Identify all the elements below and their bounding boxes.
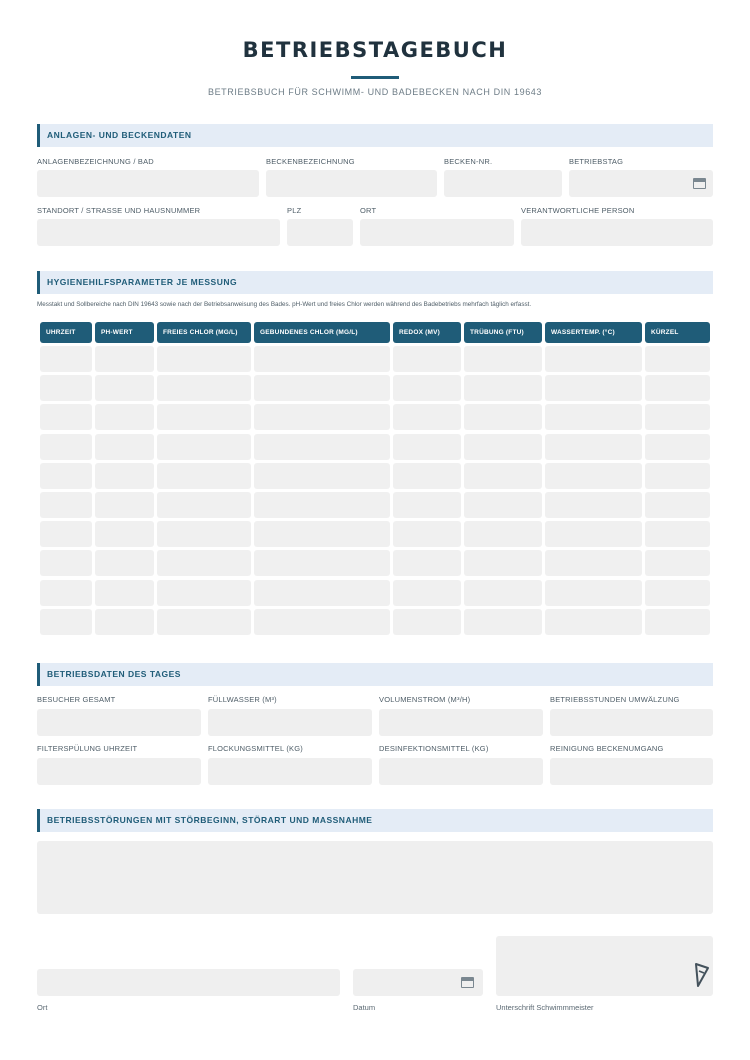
volumenstrom-field[interactable]	[379, 709, 543, 736]
label-betriebsstunden: BETRIEBSSTUNDEN UMWÄLZUNG	[550, 695, 680, 704]
cell-freies-chlor[interactable]	[157, 404, 251, 430]
flockungsmittel-field[interactable]	[208, 758, 372, 785]
cell-ph-wert[interactable]	[95, 463, 154, 489]
cell-wassertemp[interactable]	[545, 375, 642, 401]
cell-truebung[interactable]	[464, 404, 542, 430]
cell-ph-wert[interactable]	[95, 492, 154, 518]
section-note: Messtakt und Sollbereiche nach DIN 19643 sowie nach der Betriebsanweisung des Bades. pH-Wert und freies Chlor werden während des Badebetriebs mehrfach täglich erfasst.	[37, 301, 532, 308]
cell-kuerzel[interactable]	[645, 404, 710, 430]
cell-uhrzeit[interactable]	[40, 434, 92, 460]
becken-nr-field[interactable]	[444, 170, 562, 197]
label-flockungsmittel: FLOCKUNGSMITTEL (KG)	[208, 744, 303, 753]
fuellwasser-field[interactable]	[208, 709, 372, 736]
cell-ph-wert[interactable]	[95, 434, 154, 460]
cell-uhrzeit[interactable]	[40, 375, 92, 401]
cell-kuerzel[interactable]	[645, 521, 710, 547]
title-underline	[351, 76, 399, 79]
column-header-wassertemp: WASSERTEMP. (°C)	[545, 322, 642, 343]
label-fuellwasser: FÜLLWASSER (M³)	[208, 695, 277, 704]
cell-truebung[interactable]	[464, 550, 542, 576]
cell-truebung[interactable]	[464, 580, 542, 606]
cell-freies-chlor[interactable]	[157, 434, 251, 460]
cell-gebundenes-chlor[interactable]	[254, 580, 390, 606]
cell-truebung[interactable]	[464, 492, 542, 518]
cell-truebung[interactable]	[464, 609, 542, 635]
cell-truebung[interactable]	[464, 375, 542, 401]
stoerungen-textarea[interactable]	[37, 841, 713, 914]
cell-kuerzel[interactable]	[645, 434, 710, 460]
cell-redox[interactable]	[393, 550, 461, 576]
cell-ph-wert[interactable]	[95, 609, 154, 635]
desinfektionsmittel-field[interactable]	[379, 758, 543, 785]
cell-wassertemp[interactable]	[545, 434, 642, 460]
cell-redox[interactable]	[393, 375, 461, 401]
section-heading-stoerungen: BETRIEBSSTÖRUNGEN MIT STÖRBEGINN, STÖRART UND MASSNAHME	[37, 809, 713, 832]
betriebstag-date-field[interactable]	[569, 170, 713, 197]
cell-gebundenes-chlor[interactable]	[254, 346, 390, 372]
cell-uhrzeit[interactable]	[40, 550, 92, 576]
label-footer-ort: Ort	[37, 1003, 48, 1012]
label-reinigung: REINIGUNG BECKENUMGANG	[550, 744, 664, 753]
label-becken-nr: BECKEN-NR.	[444, 157, 493, 166]
besucher-gesamt-field[interactable]	[37, 709, 201, 736]
cell-kuerzel[interactable]	[645, 580, 710, 606]
cell-gebundenes-chlor[interactable]	[254, 434, 390, 460]
cell-gebundenes-chlor[interactable]	[254, 404, 390, 430]
cell-kuerzel[interactable]	[645, 375, 710, 401]
cell-uhrzeit[interactable]	[40, 463, 92, 489]
filterspuelung-field[interactable]	[37, 758, 201, 785]
column-header-uhrzeit: UHRZEIT	[40, 322, 92, 343]
calendar-icon[interactable]	[693, 178, 706, 189]
cell-redox[interactable]	[393, 463, 461, 489]
calendar-icon[interactable]	[461, 977, 474, 988]
cell-freies-chlor[interactable]	[157, 492, 251, 518]
cell-uhrzeit[interactable]	[40, 609, 92, 635]
column-header-gebundenes-chlor: GEBUNDENES CHLOR (MG/L)	[254, 322, 390, 343]
cell-uhrzeit[interactable]	[40, 404, 92, 430]
datum-field[interactable]	[353, 969, 483, 996]
cell-ph-wert[interactable]	[95, 550, 154, 576]
cell-freies-chlor[interactable]	[157, 463, 251, 489]
verantwortliche-person-field[interactable]	[521, 219, 713, 246]
cell-freies-chlor[interactable]	[157, 375, 251, 401]
cell-freies-chlor[interactable]	[157, 346, 251, 372]
label-footer-datum: Datum	[353, 1003, 376, 1012]
cell-gebundenes-chlor[interactable]	[254, 492, 390, 518]
signature-pen-icon	[690, 962, 712, 988]
cell-kuerzel[interactable]	[645, 609, 710, 635]
cell-wassertemp[interactable]	[545, 492, 642, 518]
cell-freies-chlor[interactable]	[157, 580, 251, 606]
label-ort: ORT	[360, 206, 377, 215]
cell-gebundenes-chlor[interactable]	[254, 609, 390, 635]
column-header-kuerzel: KÜRZEL	[645, 322, 710, 343]
label-beckenbezeichnung: BECKENBEZEICHNUNG	[266, 157, 355, 166]
label-footer-unterschrift: Unterschrift Schwimmmeister	[496, 1003, 594, 1012]
cell-uhrzeit[interactable]	[40, 521, 92, 547]
cell-wassertemp[interactable]	[545, 463, 642, 489]
cell-wassertemp[interactable]	[545, 346, 642, 372]
standort-field[interactable]	[37, 219, 280, 246]
cell-gebundenes-chlor[interactable]	[254, 463, 390, 489]
cell-redox[interactable]	[393, 404, 461, 430]
cell-truebung[interactable]	[464, 521, 542, 547]
cell-redox[interactable]	[393, 609, 461, 635]
cell-truebung[interactable]	[464, 346, 542, 372]
cell-gebundenes-chlor[interactable]	[254, 521, 390, 547]
label-verantwortliche-person: VERANTWORTLICHE PERSON	[521, 206, 635, 215]
cell-uhrzeit[interactable]	[40, 580, 92, 606]
cell-kuerzel[interactable]	[645, 346, 710, 372]
reinigung-field[interactable]	[550, 758, 713, 785]
ort-signature-field[interactable]	[37, 969, 340, 996]
cell-kuerzel[interactable]	[645, 550, 710, 576]
label-desinfektionsmittel: DESINFEKTIONSMITTEL (KG)	[379, 744, 489, 753]
label-anlagenbezeichnung: ANLAGENBEZEICHNUNG / BAD	[37, 157, 154, 166]
section-heading-betriebsdaten: BETRIEBSDATEN DES TAGES	[37, 663, 713, 686]
cell-redox[interactable]	[393, 346, 461, 372]
column-header-redox: REDOX (MV)	[393, 322, 461, 343]
cell-truebung[interactable]	[464, 434, 542, 460]
label-plz: PLZ	[287, 206, 302, 215]
ort-field[interactable]	[360, 219, 514, 246]
column-header-ph-wert: PH-WERT	[95, 322, 154, 343]
cell-wassertemp[interactable]	[545, 521, 642, 547]
cell-redox[interactable]	[393, 580, 461, 606]
cell-uhrzeit[interactable]	[40, 346, 92, 372]
section-heading-hygiene: HYGIENEHILFSPARAMETER JE MESSUNG	[37, 271, 713, 294]
cell-ph-wert[interactable]	[95, 580, 154, 606]
cell-gebundenes-chlor[interactable]	[254, 375, 390, 401]
label-betriebstag: BETRIEBSTAG	[569, 157, 624, 166]
cell-freies-chlor[interactable]	[157, 609, 251, 635]
cell-truebung[interactable]	[464, 463, 542, 489]
beckenbezeichnung-field[interactable]	[266, 170, 437, 197]
unterschrift-field[interactable]	[496, 936, 713, 996]
cell-ph-wert[interactable]	[95, 404, 154, 430]
cell-ph-wert[interactable]	[95, 375, 154, 401]
cell-gebundenes-chlor[interactable]	[254, 550, 390, 576]
cell-wassertemp[interactable]	[545, 609, 642, 635]
plz-field[interactable]	[287, 219, 353, 246]
cell-redox[interactable]	[393, 492, 461, 518]
cell-kuerzel[interactable]	[645, 492, 710, 518]
label-besucher-gesamt: BESUCHER GESAMT	[37, 695, 116, 704]
cell-redox[interactable]	[393, 434, 461, 460]
betriebsstunden-field[interactable]	[550, 709, 713, 736]
cell-freies-chlor[interactable]	[157, 550, 251, 576]
label-filterspuelung: FILTERSPÜLUNG UHRZEIT	[37, 744, 138, 753]
section-heading-anlagen: ANLAGEN- UND BECKENDATEN	[37, 124, 713, 147]
column-header-freies-chlor: FREIES CHLOR (MG/L)	[157, 322, 251, 343]
page-title: BETRIEBSTAGEBUCH	[242, 38, 508, 62]
cell-redox[interactable]	[393, 521, 461, 547]
label-volumenstrom: VOLUMENSTROM (M³/H)	[379, 695, 471, 704]
cell-kuerzel[interactable]	[645, 463, 710, 489]
cell-uhrzeit[interactable]	[40, 492, 92, 518]
page-subtitle: BETRIEBSBUCH FÜR SCHWIMM- UND BADEBECKEN NACH DIN 19643	[207, 87, 543, 97]
cell-wassertemp[interactable]	[545, 580, 642, 606]
cell-ph-wert[interactable]	[95, 521, 154, 547]
cell-wassertemp[interactable]	[545, 550, 642, 576]
column-header-truebung: TRÜBUNG (FTU)	[464, 322, 542, 343]
anlagenbezeichnung-field[interactable]	[37, 170, 259, 197]
cell-ph-wert[interactable]	[95, 346, 154, 372]
cell-wassertemp[interactable]	[545, 404, 642, 430]
cell-freies-chlor[interactable]	[157, 521, 251, 547]
label-standort: STANDORT / STRASSE UND HAUSNUMMER	[37, 206, 201, 215]
